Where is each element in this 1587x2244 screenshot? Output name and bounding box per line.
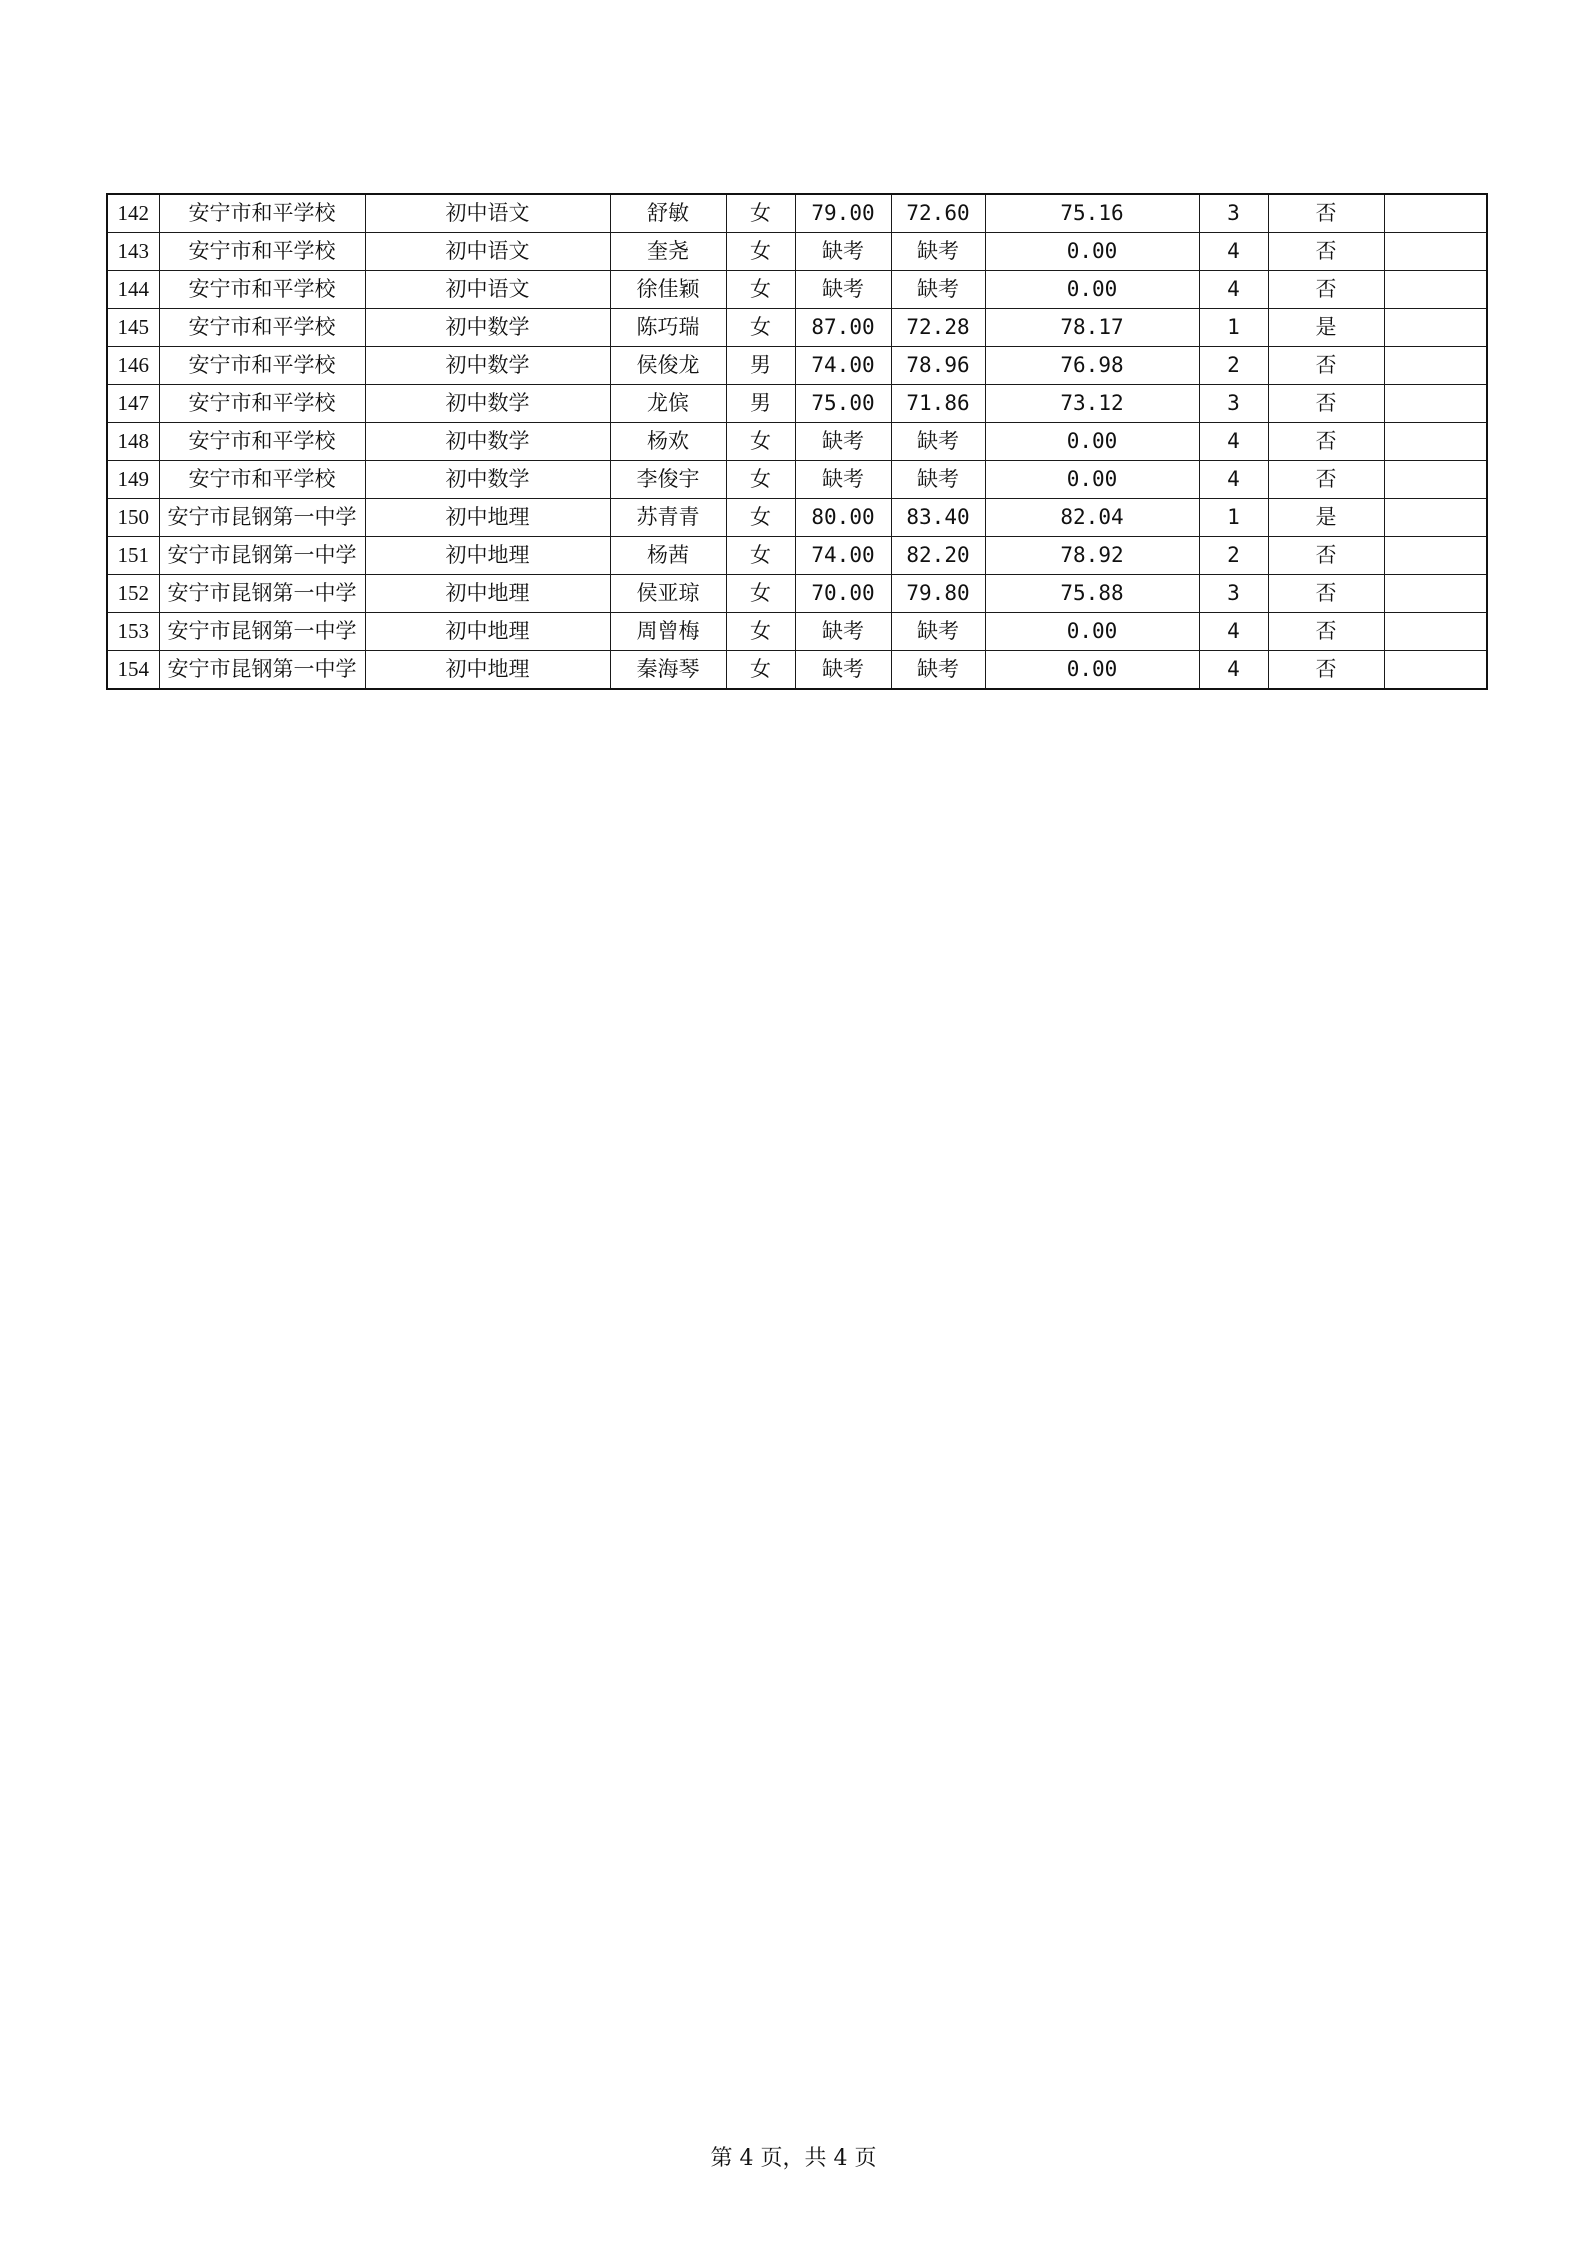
rank-cell: 2 <box>1199 347 1268 385</box>
total-score-cell: 0.00 <box>985 271 1199 309</box>
selected-flag-cell: 否 <box>1268 194 1384 233</box>
total-score-cell: 78.17 <box>985 309 1199 347</box>
table-row <box>107 537 1487 575</box>
interview-score-cell: 82.20 <box>891 537 985 575</box>
total-score-cell: 0.00 <box>985 423 1199 461</box>
row-number-cell: 151 <box>107 537 159 575</box>
total-score-cell: 0.00 <box>985 233 1199 271</box>
rank-cell: 4 <box>1199 461 1268 499</box>
row-number-cell: 147 <box>107 385 159 423</box>
selected-flag-cell: 否 <box>1268 575 1384 613</box>
subject-cell: 初中地理 <box>365 537 610 575</box>
remark-cell <box>1384 461 1487 499</box>
rank-cell: 4 <box>1199 423 1268 461</box>
total-score-cell: 75.16 <box>985 194 1199 233</box>
interview-score-cell: 79.80 <box>891 575 985 613</box>
interview-score-cell: 83.40 <box>891 499 985 537</box>
school-cell: 安宁市和平学校 <box>159 194 365 233</box>
written-score-cell: 缺考 <box>795 271 891 309</box>
remark-cell <box>1384 347 1487 385</box>
written-score-cell: 80.00 <box>795 499 891 537</box>
candidate-name-cell: 杨欢 <box>610 423 726 461</box>
candidate-name-cell: 侯俊龙 <box>610 347 726 385</box>
interview-score-cell: 缺考 <box>891 271 985 309</box>
selected-flag-cell: 是 <box>1268 499 1384 537</box>
rank-cell: 4 <box>1199 233 1268 271</box>
remark-cell <box>1384 613 1487 651</box>
selected-flag-cell: 否 <box>1268 613 1384 651</box>
rank-cell: 2 <box>1199 537 1268 575</box>
written-score-cell: 75.00 <box>795 385 891 423</box>
written-score-cell: 缺考 <box>795 423 891 461</box>
gender-cell: 女 <box>726 271 795 309</box>
selected-flag-cell: 否 <box>1268 423 1384 461</box>
rank-cell: 4 <box>1199 651 1268 690</box>
written-score-cell: 70.00 <box>795 575 891 613</box>
rank-cell: 3 <box>1199 575 1268 613</box>
subject-cell: 初中语文 <box>365 194 610 233</box>
selected-flag-cell: 否 <box>1268 233 1384 271</box>
selected-flag-cell: 是 <box>1268 309 1384 347</box>
subject-cell: 初中数学 <box>365 461 610 499</box>
total-score-cell: 82.04 <box>985 499 1199 537</box>
interview-score-cell: 72.28 <box>891 309 985 347</box>
interview-score-cell: 缺考 <box>891 651 985 690</box>
interview-score-cell: 缺考 <box>891 233 985 271</box>
written-score-cell: 74.00 <box>795 347 891 385</box>
candidate-name-cell: 奎尧 <box>610 233 726 271</box>
row-number-cell: 146 <box>107 347 159 385</box>
subject-cell: 初中地理 <box>365 613 610 651</box>
gender-cell: 女 <box>726 537 795 575</box>
gender-cell: 女 <box>726 575 795 613</box>
subject-cell: 初中数学 <box>365 347 610 385</box>
candidate-name-cell: 徐佳颖 <box>610 271 726 309</box>
gender-cell: 女 <box>726 651 795 690</box>
written-score-cell: 缺考 <box>795 613 891 651</box>
gender-cell: 女 <box>726 233 795 271</box>
candidate-name-cell: 陈巧瑞 <box>610 309 726 347</box>
table-row <box>107 575 1487 613</box>
total-score-cell: 78.92 <box>985 537 1199 575</box>
rank-cell: 3 <box>1199 385 1268 423</box>
written-score-cell: 79.00 <box>795 194 891 233</box>
total-score-cell: 76.98 <box>985 347 1199 385</box>
row-number-cell: 149 <box>107 461 159 499</box>
row-number-cell: 148 <box>107 423 159 461</box>
school-cell: 安宁市昆钢第一中学 <box>159 537 365 575</box>
selected-flag-cell: 否 <box>1268 271 1384 309</box>
school-cell: 安宁市和平学校 <box>159 423 365 461</box>
gender-cell: 女 <box>726 499 795 537</box>
subject-cell: 初中数学 <box>365 309 610 347</box>
remark-cell <box>1384 575 1487 613</box>
table-row <box>107 423 1487 461</box>
rank-cell: 3 <box>1199 194 1268 233</box>
school-cell: 安宁市昆钢第一中学 <box>159 651 365 690</box>
rank-cell: 4 <box>1199 613 1268 651</box>
school-cell: 安宁市和平学校 <box>159 271 365 309</box>
gender-cell: 女 <box>726 461 795 499</box>
written-score-cell: 缺考 <box>795 233 891 271</box>
row-number-cell: 145 <box>107 309 159 347</box>
candidate-name-cell: 秦海琴 <box>610 651 726 690</box>
results-table-body <box>107 194 1487 689</box>
remark-cell <box>1384 499 1487 537</box>
candidate-name-cell: 李俊宇 <box>610 461 726 499</box>
table-row <box>107 461 1487 499</box>
subject-cell: 初中地理 <box>365 575 610 613</box>
table-row <box>107 385 1487 423</box>
remark-cell <box>1384 651 1487 690</box>
rank-cell: 1 <box>1199 309 1268 347</box>
school-cell: 安宁市和平学校 <box>159 347 365 385</box>
rank-cell: 1 <box>1199 499 1268 537</box>
total-score-cell: 0.00 <box>985 461 1199 499</box>
gender-cell: 女 <box>726 194 795 233</box>
subject-cell: 初中地理 <box>365 651 610 690</box>
interview-score-cell: 缺考 <box>891 461 985 499</box>
total-score-cell: 0.00 <box>985 651 1199 690</box>
table-row <box>107 233 1487 271</box>
gender-cell: 男 <box>726 385 795 423</box>
subject-cell: 初中语文 <box>365 271 610 309</box>
interview-score-cell: 72.60 <box>891 194 985 233</box>
selected-flag-cell: 否 <box>1268 347 1384 385</box>
school-cell: 安宁市和平学校 <box>159 233 365 271</box>
row-number-cell: 144 <box>107 271 159 309</box>
school-cell: 安宁市昆钢第一中学 <box>159 613 365 651</box>
gender-cell: 女 <box>726 423 795 461</box>
school-cell: 安宁市和平学校 <box>159 385 365 423</box>
total-score-cell: 73.12 <box>985 385 1199 423</box>
row-number-cell: 152 <box>107 575 159 613</box>
interview-score-cell: 缺考 <box>891 613 985 651</box>
total-score-cell: 75.88 <box>985 575 1199 613</box>
school-cell: 安宁市和平学校 <box>159 309 365 347</box>
interview-score-cell: 缺考 <box>891 423 985 461</box>
written-score-cell: 87.00 <box>795 309 891 347</box>
total-score-cell: 0.00 <box>985 613 1199 651</box>
table-row <box>107 651 1487 690</box>
selected-flag-cell: 否 <box>1268 537 1384 575</box>
written-score-cell: 缺考 <box>795 651 891 690</box>
gender-cell: 男 <box>726 347 795 385</box>
results-table <box>106 193 1488 690</box>
remark-cell <box>1384 423 1487 461</box>
selected-flag-cell: 否 <box>1268 461 1384 499</box>
remark-cell <box>1384 233 1487 271</box>
page-footer: 第 4 页，共 4 页 <box>710 2146 877 2171</box>
written-score-cell: 74.00 <box>795 537 891 575</box>
row-number-cell: 150 <box>107 499 159 537</box>
gender-cell: 女 <box>726 613 795 651</box>
candidate-name-cell: 周曾梅 <box>610 613 726 651</box>
subject-cell: 初中语文 <box>365 233 610 271</box>
rank-cell: 4 <box>1199 271 1268 309</box>
table-row <box>107 613 1487 651</box>
row-number-cell: 153 <box>107 613 159 651</box>
written-score-cell: 缺考 <box>795 461 891 499</box>
candidate-name-cell: 杨茜 <box>610 537 726 575</box>
table-row <box>107 271 1487 309</box>
school-cell: 安宁市和平学校 <box>159 461 365 499</box>
table-row <box>107 194 1487 233</box>
remark-cell <box>1384 194 1487 233</box>
table-row <box>107 499 1487 537</box>
candidate-name-cell: 侯亚琼 <box>610 575 726 613</box>
row-number-cell: 154 <box>107 651 159 690</box>
subject-cell: 初中数学 <box>365 423 610 461</box>
school-cell: 安宁市昆钢第一中学 <box>159 499 365 537</box>
table-row <box>107 309 1487 347</box>
interview-score-cell: 71.86 <box>891 385 985 423</box>
candidate-name-cell: 苏青青 <box>610 499 726 537</box>
remark-cell <box>1384 309 1487 347</box>
selected-flag-cell: 否 <box>1268 385 1384 423</box>
selected-flag-cell: 否 <box>1268 651 1384 690</box>
remark-cell <box>1384 537 1487 575</box>
interview-score-cell: 78.96 <box>891 347 985 385</box>
gender-cell: 女 <box>726 309 795 347</box>
remark-cell <box>1384 385 1487 423</box>
remark-cell <box>1384 271 1487 309</box>
table-row <box>107 347 1487 385</box>
school-cell: 安宁市昆钢第一中学 <box>159 575 365 613</box>
subject-cell: 初中地理 <box>365 499 610 537</box>
row-number-cell: 142 <box>107 194 159 233</box>
candidate-name-cell: 舒敏 <box>610 194 726 233</box>
row-number-cell: 143 <box>107 233 159 271</box>
subject-cell: 初中数学 <box>365 385 610 423</box>
candidate-name-cell: 龙傧 <box>610 385 726 423</box>
